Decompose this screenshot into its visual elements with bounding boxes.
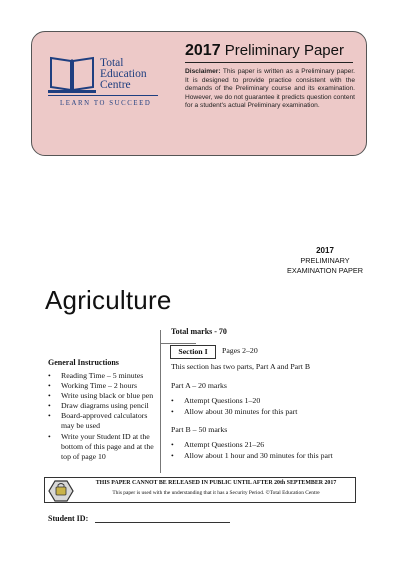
exam-line2: EXAMINATION PAPER bbox=[287, 266, 363, 275]
instruction-item: • Working Time – 2 hours bbox=[48, 381, 156, 391]
logo-rule bbox=[48, 95, 158, 96]
total-marks: Total marks - 70 bbox=[171, 327, 227, 336]
logo-text-line3: Centre bbox=[100, 79, 131, 91]
instruction-item: • Draw diagrams using pencil bbox=[48, 401, 156, 411]
general-instructions-title: General Instructions bbox=[48, 358, 119, 367]
release-notice-text: THIS PAPER CANNOT BE RELEASED IN PUBLIC UNTIL AFTER 20th SEPTEMBER 2017 bbox=[95, 480, 337, 486]
total-education-centre-logo bbox=[48, 50, 163, 110]
logo-tagline: LEARN TO SUCCEED bbox=[60, 100, 152, 107]
disclaimer-label: Disclaimer: bbox=[185, 68, 221, 75]
disclaimer bbox=[185, 68, 355, 111]
instruction-item: • Board-approved calculators may be used bbox=[48, 411, 156, 431]
paper-title-year: 2017 bbox=[185, 42, 221, 59]
disclaimer-text: This paper is written as a Preliminary paper. It is designed to provide practice consistent with the demands of the Preliminary course and its examination. However, we do not guarantee it predicts question content for a student's actual Preliminary examination. bbox=[185, 68, 356, 110]
section-label: Section I bbox=[170, 345, 216, 359]
part-b-title: Part B – 50 marks bbox=[171, 425, 228, 434]
part-a-title: Part A – 20 marks bbox=[171, 381, 227, 390]
logo-text-line1: Total bbox=[100, 57, 124, 69]
instruction-item: • Write your Student ID at the bottom of this page and at the top of page 10 bbox=[48, 432, 156, 462]
column-divider bbox=[160, 330, 161, 473]
part-b-list bbox=[171, 439, 371, 461]
exam-line1: PRELIMINARY bbox=[300, 256, 350, 265]
instruction-item: • Write using black or blue pen bbox=[48, 391, 156, 401]
general-instructions-list bbox=[48, 371, 156, 462]
exam-block bbox=[270, 246, 380, 276]
paper-title bbox=[185, 42, 344, 60]
exam-year: 2017 bbox=[316, 246, 334, 255]
section-description: This section has two parts, Part A and Part B bbox=[171, 362, 311, 371]
part-a-item: • Attempt Questions 1–20 bbox=[171, 395, 371, 406]
security-badge bbox=[48, 480, 74, 502]
open-book-icon bbox=[48, 50, 96, 94]
logo-text-line2: Education bbox=[100, 68, 147, 80]
student-id-field[interactable] bbox=[95, 522, 230, 523]
title-divider bbox=[185, 62, 353, 63]
total-marks-rule bbox=[160, 343, 196, 344]
instruction-item: • Reading Time – 5 minutes bbox=[48, 371, 156, 381]
security-badge-icon bbox=[48, 480, 74, 502]
part-a-item: • Allow about 30 minutes for this part bbox=[171, 406, 371, 417]
part-b-item: • Allow about 1 hour and 30 minutes for this part bbox=[171, 450, 371, 461]
paper-title-text: Preliminary Paper bbox=[224, 42, 344, 59]
security-period-text: This paper is used with the understanding that it has a Security Period. ©Total Education Centre bbox=[112, 490, 320, 496]
subject-title: Agriculture bbox=[45, 285, 172, 315]
section-pages: Pages 2–20 bbox=[222, 346, 258, 355]
part-a-list bbox=[171, 395, 371, 417]
student-id-label: Student ID: bbox=[48, 514, 89, 523]
part-b-item: • Attempt Questions 21–26 bbox=[171, 439, 371, 450]
